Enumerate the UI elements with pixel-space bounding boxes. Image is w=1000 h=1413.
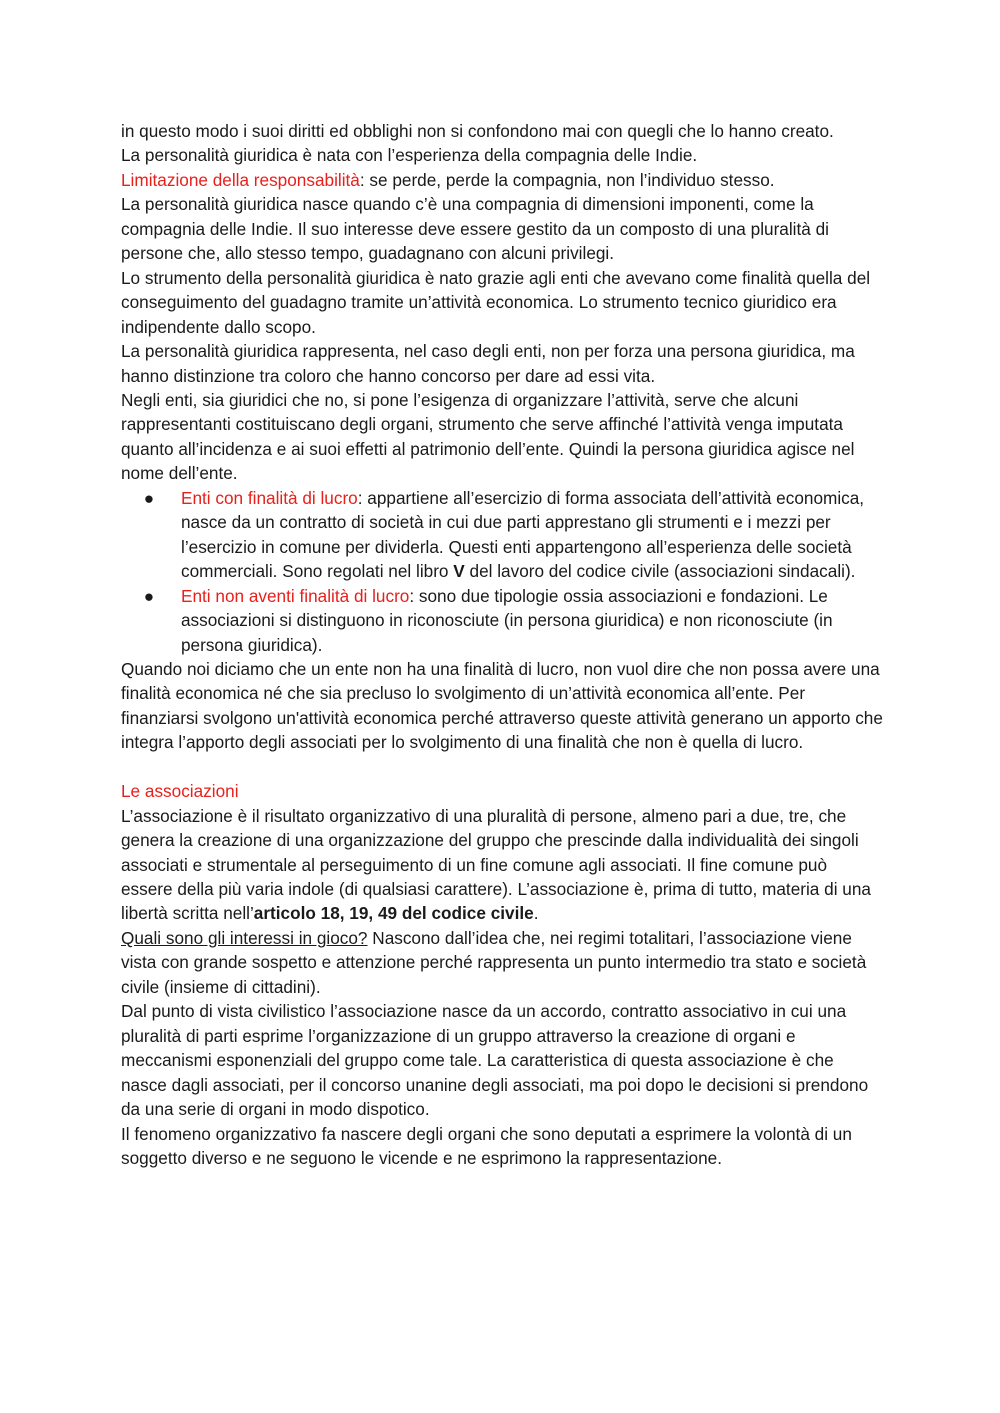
paragraph: Negli enti, sia giuridici che no, si pone l’esigenza di organizzare l’attività, serve che alcuni rappresentanti costituiscano degli organi, strumento che serve affinché l’attività venga imputata quanto all’incidenza e ai suoi effetti al patrimonio dell’ente. Quindi la persona giuridica agisce nel nome dell’ente. bbox=[121, 389, 855, 484]
bold-text: V bbox=[453, 561, 465, 582]
paragraph: Il fenomeno organizzativo fa nascere degli organi che sono deputati a esprimere la volontà di un soggetto diverso e ne seguono le vicende e ne esprimono la rappresentazione. bbox=[121, 1123, 852, 1169]
document-body bbox=[121, 119, 883, 1170]
paragraph: Limitazione della responsabilità: se perde, perde la compagnia, non l’individuo stesso. bbox=[121, 169, 775, 190]
paragraph: Quali sono gli interessi in gioco? Nascono dall’idea che, nei regimi totalitari, l’associazione viene vista con grande sospetto e attenzione perché rappresenta un punto intermedio tra stato e società civile (insieme di cittadini). bbox=[121, 927, 867, 997]
paragraph: Quando noi diciamo che un ente non ha una finalità di lucro, non vuol dire che non possa avere una finalità economica né che sia precluso lo svolgimento di un’attività economica all’ente. Per finanziarsi svolgono un'attività economica perché attraverso queste attività generano un apporto che integra l’apporto degli associati per lo svolgimento di una finalità che non è quella di lucro. bbox=[121, 658, 883, 753]
paragraph: L’associazione è il risultato organizzativo di una pluralità di persone, almeno pari a due, tre, che genera la creazione di una organizzazione del gruppo che prescinde dalla individualità dei singoli associati e strumentale al perseguimento di un fine comune agli associati. Il fine comune può essere della più varia indole (di qualsiasi carattere). L’associazione è, prima di tutto, materia di una libertà scritta nell’articolo 18, 19, 49 del codice civile. bbox=[121, 805, 871, 924]
paragraph: Dal punto di vista civilistico l’associazione nasce da un accordo, contratto associativo in cui una pluralità di parti esprime l’organizzazione di un gruppo attraverso la creazione di organi e meccanismi esponenziali del gruppo come tale. La caratteristica di questa associazione è che nasce dagli associati, per il concorso unanine degli associati, ma poi dopo le decisioni si prendono da una serie di organi in modo dispotico. bbox=[121, 1001, 869, 1120]
highlighted-term: Enti con finalità di lucro bbox=[181, 487, 358, 508]
bullet-icon: ● bbox=[143, 487, 155, 508]
highlighted-term: Limitazione della responsabilità bbox=[121, 169, 360, 190]
list-item: ● Enti non aventi finalità di lucro: sono due tipologie ossia associazioni e fondazioni. Le associazioni si distinguono in riconosciute (in persona giuridica) e non riconosciute (in persona giuridica). bbox=[121, 584, 883, 657]
bold-text: articolo 18, 19, 49 del codice civile bbox=[253, 903, 534, 924]
paragraph: La personalità giuridica rappresenta, nel caso degli enti, non per forza una persona giuridica, ma hanno distinzione tra coloro che hanno concorso per dare ad essi vita. bbox=[121, 341, 855, 386]
bullet-list bbox=[121, 486, 883, 657]
underlined-question: Quali sono gli interessi in gioco? bbox=[121, 927, 368, 948]
paragraph: La personalità giuridica è nata con l’esperienza della compagnia delle Indie. bbox=[121, 145, 698, 166]
bullet-icon: ● bbox=[143, 585, 155, 606]
list-item: ● Enti con finalità di lucro: appartiene all’esercizio di forma associata dell’attività economica, nasce da un contratto di società in cui due parti apprestano gli strumenti e i mezzi per l’esercizio in comune per dividerla. Questi enti appartengono all’esperienza delle società commerciali. Sono regolati nel libro V del lavoro del codice civile (associazioni sindacali). bbox=[121, 486, 883, 584]
paragraph: in questo modo i suoi diritti ed obblighi non si confondono mai con quegli che lo hanno creato. bbox=[121, 121, 834, 141]
paragraph: La personalità giuridica nasce quando c’è una compagnia di dimensioni imponenti, come la compagnia delle Indie. Il suo interesse deve essere gestito da un composto di una pluralità di persone che, allo stesso tempo, guadagnano con alcuni privilegi. bbox=[121, 194, 829, 264]
paragraph: Lo strumento della personalità giuridica è nato grazie agli enti che avevano come finalità quella del conseguimento del guadagno tramite un’attività economica. Lo strumento tecnico giuridico era indipendente dallo scopo. bbox=[121, 267, 871, 337]
highlighted-term: Enti non aventi finalità di lucro bbox=[181, 585, 410, 606]
section-heading: Le associazioni bbox=[121, 781, 239, 802]
blank-line bbox=[121, 755, 883, 779]
